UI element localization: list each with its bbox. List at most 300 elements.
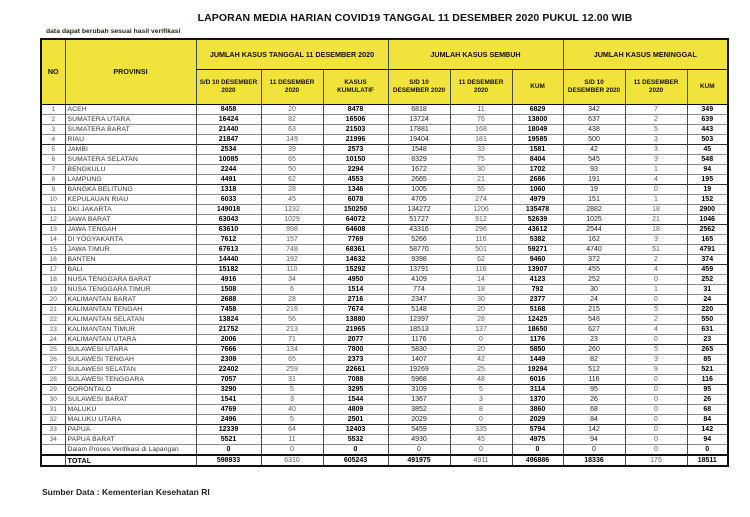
cell-value: 0 [625, 274, 687, 284]
cell-value: 3 [625, 144, 687, 154]
cell-value: 5266 [388, 234, 450, 244]
cell-total-value: 18511 [687, 455, 728, 466]
cell-no: 12 [41, 214, 65, 224]
cell-no: 18 [41, 274, 65, 284]
cell-total-value: 496886 [512, 455, 563, 466]
cell-provinsi: SUMATERA SELATAN [65, 154, 196, 164]
table-row [41, 274, 728, 284]
cell-no: 11 [41, 204, 65, 214]
cell-total-value: 491975 [388, 455, 450, 466]
cell-value: 19585 [512, 134, 563, 144]
cell-provinsi: SULAWESI BARAT [65, 394, 196, 404]
source-note: Sumber Data : Kementerian Kesehatan RI [42, 487, 210, 497]
cell-value: 18650 [512, 324, 563, 334]
cell-value: 13800 [512, 114, 563, 124]
table-row [41, 264, 728, 274]
cell-value: 13824 [196, 314, 261, 324]
cell-value: 21752 [196, 324, 261, 334]
table-row [41, 334, 728, 344]
col-no: NO [41, 39, 65, 104]
cell-no: 28 [41, 374, 65, 384]
cell-no: 31 [41, 404, 65, 414]
cell-value: 7057 [196, 374, 261, 384]
cell-value: 19404 [388, 134, 450, 144]
cell-value: 1318 [196, 184, 261, 194]
cell-no: 2 [41, 114, 65, 124]
cell-no: 32 [41, 414, 65, 424]
cell-value: 6033 [196, 194, 261, 204]
cell-value: 22402 [196, 364, 261, 374]
cell-value: 548 [687, 154, 728, 164]
cell-value: 0 [450, 414, 512, 424]
cell-provinsi: MALUKU UTARA [65, 414, 196, 424]
cell-value: 5 [261, 414, 323, 424]
cell-value: 28 [450, 314, 512, 324]
cell-value: 2244 [196, 164, 261, 174]
cell-value: 19269 [388, 364, 450, 374]
cell-value: 1025 [563, 214, 625, 224]
cell-value: 5148 [388, 304, 450, 314]
cell-value: 0 [512, 444, 563, 455]
cell-value: 50 [261, 164, 323, 174]
col-sembuh-11des: 11 DESEMBER 2020 [450, 69, 512, 104]
cell-value: 2377 [512, 294, 563, 304]
cell-value: 8478 [323, 104, 388, 114]
cell-value: 2496 [196, 414, 261, 424]
cell-value: 151 [563, 194, 625, 204]
cell-value: 30 [450, 294, 512, 304]
cell-value: 259 [261, 364, 323, 374]
cell-value: 1029 [261, 214, 323, 224]
cell-value: 17881 [388, 124, 450, 134]
cell-value: 1232 [261, 204, 323, 214]
cell-no [41, 455, 65, 466]
table-row [41, 294, 728, 304]
cell-value: 95 [687, 384, 728, 394]
cell-value: 548 [563, 314, 625, 324]
cell-value: 21996 [323, 134, 388, 144]
table-row [41, 424, 728, 434]
cell-no: 8 [41, 174, 65, 184]
cell-value: 1548 [388, 144, 450, 154]
cell-value: 4123 [512, 274, 563, 284]
cell-value: 631 [687, 324, 728, 334]
cell-value: 3114 [512, 384, 563, 394]
cell-provinsi: JAWA TENGAH [65, 224, 196, 234]
cell-provinsi: SULAWESI SELATAN [65, 364, 196, 374]
cell-value: 2688 [196, 294, 261, 304]
cell-value: 0 [625, 434, 687, 444]
cell-value: 4809 [323, 404, 388, 414]
cell-value: 1 [625, 284, 687, 294]
cell-value: 14 [450, 274, 512, 284]
cell-value: 0 [196, 444, 261, 455]
cell-value: 33 [450, 144, 512, 154]
cell-value: 912 [450, 214, 512, 224]
cell-value: 4950 [323, 274, 388, 284]
cell-no: 4 [41, 134, 65, 144]
table-row [41, 254, 728, 264]
cell-value: 68 [687, 404, 728, 414]
cell-value: 24 [687, 294, 728, 304]
cell-value: 12339 [196, 424, 261, 434]
total-row [41, 455, 728, 466]
cell-provinsi: BALI [65, 264, 196, 274]
cell-value: 51727 [388, 214, 450, 224]
cell-value: 16424 [196, 114, 261, 124]
cell-value: 21503 [323, 124, 388, 134]
table-row [41, 244, 728, 254]
cell-value: 2544 [563, 224, 625, 234]
cell-value: 0 [625, 384, 687, 394]
cell-value: 62 [261, 174, 323, 184]
table-row [41, 304, 728, 314]
cell-value: 116 [687, 374, 728, 384]
cell-value: 5850 [512, 344, 563, 354]
cell-value: 774 [388, 284, 450, 294]
cell-value: 31 [687, 284, 728, 294]
cell-value: 82 [563, 354, 625, 364]
cell-value: 134 [261, 344, 323, 354]
cell-value: 5830 [388, 344, 450, 354]
cell-value: 95 [563, 384, 625, 394]
cell-value: 2373 [323, 354, 388, 364]
cell-value: 26 [563, 394, 625, 404]
cell-value: 216 [261, 304, 323, 314]
cell-value: 4491 [196, 174, 261, 184]
table-row [41, 204, 728, 214]
cell-value: 82 [261, 114, 323, 124]
cell-value: 23 [563, 334, 625, 344]
cell-value: 1370 [512, 394, 563, 404]
cell-value: 191 [563, 174, 625, 184]
cell-provinsi: GORONTALO [65, 384, 196, 394]
cell-no: 1 [41, 104, 65, 114]
cell-value: 4705 [388, 194, 450, 204]
cell-value: 2900 [687, 204, 728, 214]
cell-value: 19294 [512, 364, 563, 374]
cell-value: 2 [625, 254, 687, 264]
cell-value: 0 [625, 334, 687, 344]
cell-value: 94 [687, 434, 728, 444]
cell-value: 5 [450, 384, 512, 394]
cell-value: 13880 [323, 314, 388, 324]
cell-value: 1 [625, 194, 687, 204]
cell-no: 20 [41, 294, 65, 304]
cell-no: 21 [41, 304, 65, 314]
table-row [41, 364, 728, 374]
cell-value: 1508 [196, 284, 261, 294]
cell-value: 512 [563, 364, 625, 374]
cell-value: 30 [563, 284, 625, 294]
cell-value: 550 [687, 314, 728, 324]
table-row [41, 374, 728, 384]
cell-value: 14440 [196, 254, 261, 264]
cell-value: 0 [687, 444, 728, 455]
cell-value: 3109 [388, 384, 450, 394]
cell-value: 93 [563, 164, 625, 174]
cell-value: 1541 [196, 394, 261, 404]
cell-value: 22661 [323, 364, 388, 374]
cell-value: 342 [563, 104, 625, 114]
cell-value: 5382 [512, 234, 563, 244]
cell-no: 10 [41, 194, 65, 204]
verification-note: data dapat berubah sesuai hasil verifikasi [46, 28, 181, 35]
cell-value: 31 [261, 374, 323, 384]
cell-value: 335 [450, 424, 512, 434]
cell-no: 30 [41, 394, 65, 404]
col-kasus-sd10: S/D 10 DESEMBER 2020 [196, 69, 261, 104]
cell-value: 13724 [388, 114, 450, 124]
cell-value: 21965 [323, 324, 388, 334]
col-meninggal-kum: KUM [687, 69, 728, 104]
cell-value: 4 [625, 324, 687, 334]
cell-no: 5 [41, 144, 65, 154]
cell-value: 0 [323, 444, 388, 455]
page-title: LAPORAN MEDIA HARIAN COVID19 TANGGAL 11 DESEMBER 2020 PUKUL 12.00 WIB [197, 12, 633, 24]
cell-value: 152 [687, 194, 728, 204]
table-row [41, 324, 728, 334]
cell-value: 64072 [323, 214, 388, 224]
cell-value: 28 [261, 184, 323, 194]
cell-value: 12397 [388, 314, 450, 324]
cell-value: 149 [261, 134, 323, 144]
cell-value: 181 [450, 134, 512, 144]
cell-provinsi: LAMPUNG [65, 174, 196, 184]
cell-value: 2029 [512, 414, 563, 424]
cell-value: 2686 [512, 174, 563, 184]
cell-value: 2029 [388, 414, 450, 424]
cell-value: 26 [687, 394, 728, 404]
cell-value: 260 [563, 344, 625, 354]
cell-no: 16 [41, 254, 65, 264]
cell-value: 68361 [323, 244, 388, 254]
cell-value: 4553 [323, 174, 388, 184]
cell-value: 748 [261, 244, 323, 254]
group-kasus: JUMLAH KASUS TANGGAL 11 DESEMBER 2020 [196, 39, 388, 69]
cell-value: 1514 [323, 284, 388, 294]
cell-value: 8 [450, 404, 512, 414]
cell-value: 5532 [323, 434, 388, 444]
cell-value: 68 [563, 404, 625, 414]
col-meninggal-11des: 11 DESEMBER 2020 [625, 69, 687, 104]
total-label: TOTAL [65, 455, 196, 466]
table-row [41, 144, 728, 154]
cell-value: 195 [687, 174, 728, 184]
cell-value: 1449 [512, 354, 563, 364]
cell-value: 2 [625, 114, 687, 124]
cell-provinsi: SUMATERA UTARA [65, 114, 196, 124]
cell-value: 1 [625, 164, 687, 174]
col-provinsi: PROVINSI [65, 39, 196, 104]
cell-value: 142 [687, 424, 728, 434]
cell-value: 252 [563, 274, 625, 284]
cell-value: 59271 [512, 244, 563, 254]
cell-value: 503 [687, 134, 728, 144]
col-kasus-11des: 11 DESEMBER 2020 [261, 69, 323, 104]
cell-no: 15 [41, 244, 65, 254]
cell-value: 9398 [388, 254, 450, 264]
cell-no: 23 [41, 324, 65, 334]
cell-value: 4791 [687, 244, 728, 254]
cell-value: 71 [261, 334, 323, 344]
cell-value: 2347 [388, 294, 450, 304]
table-header [41, 39, 728, 104]
cell-value: 56 [261, 314, 323, 324]
cell-value: 20 [261, 104, 323, 114]
cell-value: 135478 [512, 204, 563, 214]
cell-value: 4975 [512, 434, 563, 444]
table-row [41, 414, 728, 424]
cell-value: 3852 [388, 404, 450, 414]
cell-value: 2501 [323, 414, 388, 424]
cell-no [41, 444, 65, 455]
cell-total-value: 605243 [323, 455, 388, 466]
table-row [41, 394, 728, 404]
cell-no: 26 [41, 354, 65, 364]
cell-provinsi: MALUKU [65, 404, 196, 414]
table-row [41, 224, 728, 234]
cell-value: 2882 [563, 204, 625, 214]
cell-provinsi: ACEH [65, 104, 196, 114]
cell-value: 545 [563, 154, 625, 164]
group-sembuh: JUMLAH KASUS SEMBUH [388, 39, 563, 69]
cell-value: 0 [261, 444, 323, 455]
cell-value: 192 [261, 254, 323, 264]
cell-provinsi: BANTEN [65, 254, 196, 264]
cell-value: 455 [563, 264, 625, 274]
cell-value: 21847 [196, 134, 261, 144]
cell-value: 4979 [512, 194, 563, 204]
cell-value: 3 [625, 234, 687, 244]
cell-value: 150250 [323, 204, 388, 214]
cell-value: 637 [563, 114, 625, 124]
cell-value: 20 [450, 304, 512, 314]
cell-value: 2294 [323, 164, 388, 174]
cell-value: 14632 [323, 254, 388, 264]
cell-value: 3 [625, 154, 687, 164]
cell-value: 220 [687, 304, 728, 314]
cell-value: 64608 [323, 224, 388, 234]
cell-value: 94 [687, 164, 728, 174]
cell-value: 76 [450, 114, 512, 124]
cell-value: 137 [450, 324, 512, 334]
cell-provinsi: KALIMANTAN TIMUR [65, 324, 196, 334]
covid-report-table [40, 38, 729, 467]
cell-provinsi: PAPUA [65, 424, 196, 434]
table-row [41, 184, 728, 194]
cell-value: 134272 [388, 204, 450, 214]
cell-value: 349 [687, 104, 728, 114]
cell-value: 63 [261, 124, 323, 134]
cell-value: 372 [563, 254, 625, 264]
cell-value: 18 [450, 284, 512, 294]
table-row [41, 434, 728, 444]
cell-no: 24 [41, 334, 65, 344]
cell-value: 2562 [687, 224, 728, 234]
cell-value: 4916 [196, 274, 261, 284]
cell-value: 13907 [512, 264, 563, 274]
cell-value: 67613 [196, 244, 261, 254]
cell-no: 33 [41, 424, 65, 434]
cell-value: 2 [625, 314, 687, 324]
cell-value: 7612 [196, 234, 261, 244]
cell-total-value: 18336 [563, 455, 625, 466]
cell-value: 15292 [323, 264, 388, 274]
cell-value: 213 [261, 324, 323, 334]
cell-provinsi: KALIMANTAN SELATAN [65, 314, 196, 324]
cell-value: 4930 [388, 434, 450, 444]
table-row [41, 234, 728, 244]
cell-provinsi: SULAWESI TENGGARA [65, 374, 196, 384]
cell-value: 2573 [323, 144, 388, 154]
cell-no: 27 [41, 364, 65, 374]
cell-provinsi: BANGKA BELITUNG [65, 184, 196, 194]
cell-value: 28 [261, 294, 323, 304]
cell-value: 6829 [512, 104, 563, 114]
cell-value: 5794 [512, 424, 563, 434]
cell-value: 34 [261, 274, 323, 284]
cell-value: 3 [625, 354, 687, 364]
cell-value: 110 [261, 264, 323, 274]
cell-value: 65 [261, 154, 323, 164]
cell-value: 1046 [687, 214, 728, 224]
cell-value: 75 [450, 154, 512, 164]
table-row [41, 134, 728, 144]
cell-value: 6078 [323, 194, 388, 204]
cell-value: 45 [261, 194, 323, 204]
cell-total-value: 175 [625, 455, 687, 466]
cell-value: 116 [563, 374, 625, 384]
cell-value: 43612 [512, 224, 563, 234]
cell-value: 8404 [512, 154, 563, 164]
cell-value: 5521 [196, 434, 261, 444]
cell-value: 0 [625, 394, 687, 404]
cell-value: 58770 [388, 244, 450, 254]
cell-value: 1544 [323, 394, 388, 404]
cell-value: 11 [450, 104, 512, 114]
cell-value: 2077 [323, 334, 388, 344]
table-row [41, 354, 728, 364]
cell-no: 34 [41, 434, 65, 444]
cell-value: 9 [625, 364, 687, 374]
cell-total-value: 4911 [450, 455, 512, 466]
cell-value: 0 [625, 444, 687, 455]
cell-value: 168 [450, 124, 512, 134]
cell-value: 0 [625, 184, 687, 194]
cell-value: 5168 [512, 304, 563, 314]
cell-value: 62 [450, 254, 512, 264]
cell-no: 29 [41, 384, 65, 394]
table-row [41, 194, 728, 204]
cell-value: 52639 [512, 214, 563, 224]
cell-value: 7769 [323, 234, 388, 244]
cell-no: 25 [41, 344, 65, 354]
cell-value: 165 [687, 234, 728, 244]
cell-value: 40 [261, 404, 323, 414]
cell-value: 3 [450, 394, 512, 404]
table-row [41, 444, 728, 455]
cell-no: 7 [41, 164, 65, 174]
cell-value: 45 [450, 434, 512, 444]
cell-value: 7 [625, 104, 687, 114]
cell-no: 3 [41, 124, 65, 134]
cell-value: 30 [450, 164, 512, 174]
cell-value: 24 [563, 294, 625, 304]
cell-value: 12403 [323, 424, 388, 434]
cell-value: 7088 [323, 374, 388, 384]
table-row [41, 104, 728, 114]
